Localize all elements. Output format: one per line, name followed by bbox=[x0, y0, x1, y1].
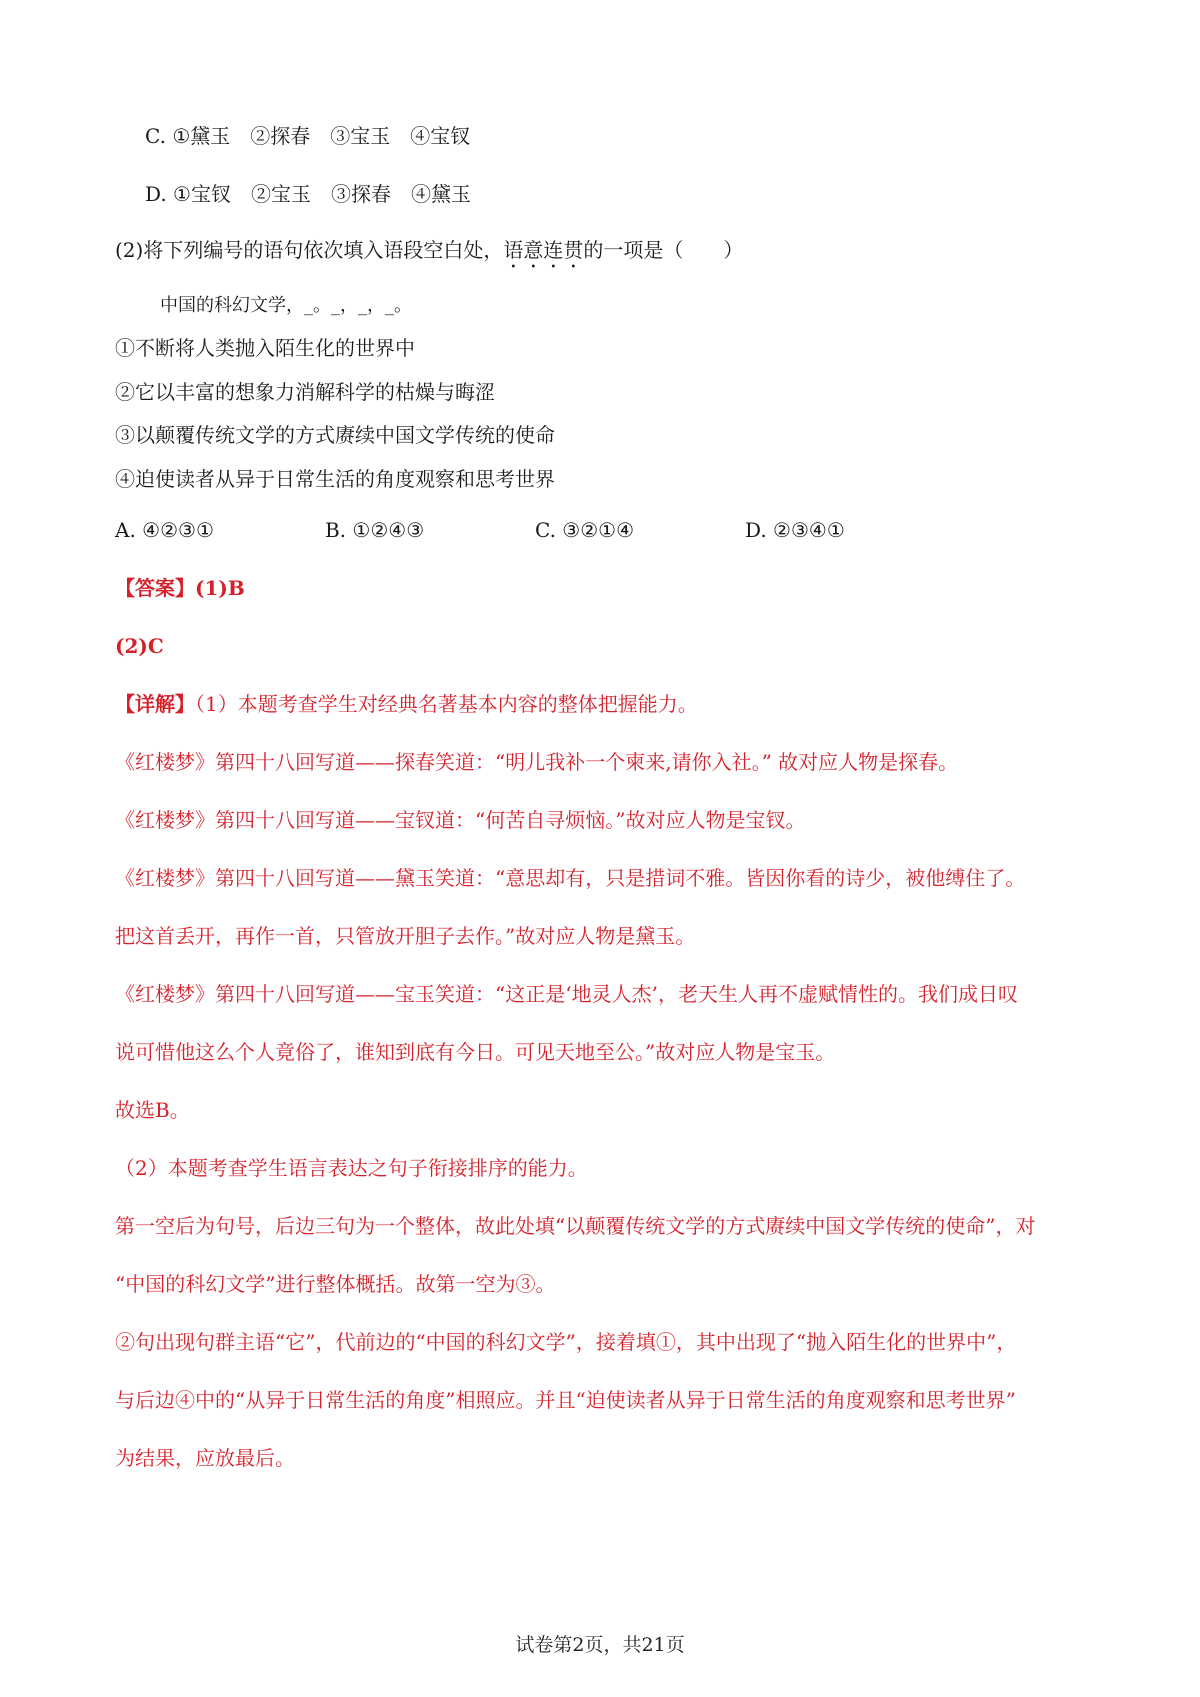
option-d: D. ②③④① bbox=[745, 518, 845, 542]
option-c: C. ③②①④ bbox=[535, 518, 635, 542]
passage-text: 中国的科幻文学，_。_，_，_。 bbox=[160, 295, 412, 316]
option-text: ①宝钗 ②宝玉 ③探春 ④黛玉 bbox=[173, 182, 471, 206]
detail-line: ②句出现句群主语“它”，代前边的“中国的科幻文学”，接着填①，其中出现了“抛入陌生化的世界中”， bbox=[115, 1330, 1017, 1354]
detail-line: 第一空后为句号，后边三句为一个整体，故此处填“以颠覆传统文学的方式赓续中国文学传统的使命”，对 bbox=[115, 1214, 1036, 1238]
option-d-row bbox=[145, 180, 471, 208]
detail-line: 《红楼梦》第四十八回写道——宝玉笑道：“这正是‘地灵人杰’，老天生人再不虚赋情性的。我们成日叹 bbox=[115, 982, 1018, 1006]
answer-1: (1)B bbox=[195, 576, 245, 600]
detail-intro-text: （1）本题考查学生对经典名著基本内容的整体把握能力。 bbox=[195, 692, 698, 716]
question-2-stem bbox=[115, 236, 743, 273]
stem-emphasis: 语意连贯 bbox=[503, 238, 584, 262]
detail-line: “中国的科幻文学”进行整体概括。故第一空为③。 bbox=[115, 1272, 556, 1296]
answer-line-1 bbox=[115, 574, 245, 602]
option-b: B. ①②④③ bbox=[325, 518, 425, 542]
option-c-row bbox=[145, 122, 470, 150]
option-text: ①黛玉 ②探春 ③宝玉 ④宝钗 bbox=[172, 124, 471, 148]
detail-label: 【详解】 bbox=[115, 692, 195, 716]
page-footer: 试卷第2页，共21页 bbox=[515, 1634, 685, 1656]
option-letter: C. bbox=[145, 124, 166, 148]
sentence-item: ①不断将人类抛入陌生化的世界中 bbox=[115, 336, 415, 360]
answer-2: (2)C bbox=[115, 634, 164, 658]
detail-intro-2: （2）本题考查学生语言表达之句子衔接排序的能力。 bbox=[115, 1156, 588, 1180]
detail-line: 《红楼梦》第四十八回写道——黛玉笑道：“意思却有，只是措词不雅。皆因你看的诗少，被他缚住了。 bbox=[115, 866, 1026, 890]
detail-line: 《红楼梦》第四十八回写道——宝钗道：“何苦自寻烦恼。”故对应人物是宝钗。 bbox=[115, 808, 806, 832]
sentence-item: ②它以丰富的想象力消解科学的枯燥与晦涩 bbox=[115, 380, 495, 404]
detail-line: 把这首丢开，再作一首，只管放开胆子去作。”故对应人物是黛玉。 bbox=[115, 924, 696, 948]
answer-label: 【答案】 bbox=[115, 576, 195, 600]
sentence-item: ③以颠覆传统文学的方式赓续中国文学传统的使命 bbox=[115, 423, 555, 447]
stem-suffix: 的一项是（ ） bbox=[583, 238, 744, 262]
option-letter: D. bbox=[145, 182, 167, 206]
detail-line: 为结果，应放最后。 bbox=[115, 1446, 295, 1470]
detail-line: 与后边④中的“从异于日常生活的角度”相照应。并且“迫使读者从异于日常生活的角度观察和思考世界” bbox=[115, 1388, 1016, 1412]
detail-conclusion: 故选B。 bbox=[115, 1098, 190, 1122]
detail-line: 说可惜他这么个人竟俗了，谁知到底有今日。可见天地至公。”故对应人物是宝玉。 bbox=[115, 1040, 836, 1064]
sentence-item: ④迫使读者从异于日常生活的角度观察和思考世界 bbox=[115, 467, 555, 491]
detail-intro-1 bbox=[115, 690, 698, 718]
detail-line: 《红楼梦》第四十八回写道——探春笑道：“明儿我补一个柬来,请你入社。” 故对应人物是探春。 bbox=[115, 750, 959, 774]
option-a: A. ④②③① bbox=[115, 518, 214, 542]
stem-prefix: (2)将下列编号的语句依次填入语段空白处， bbox=[115, 238, 504, 262]
